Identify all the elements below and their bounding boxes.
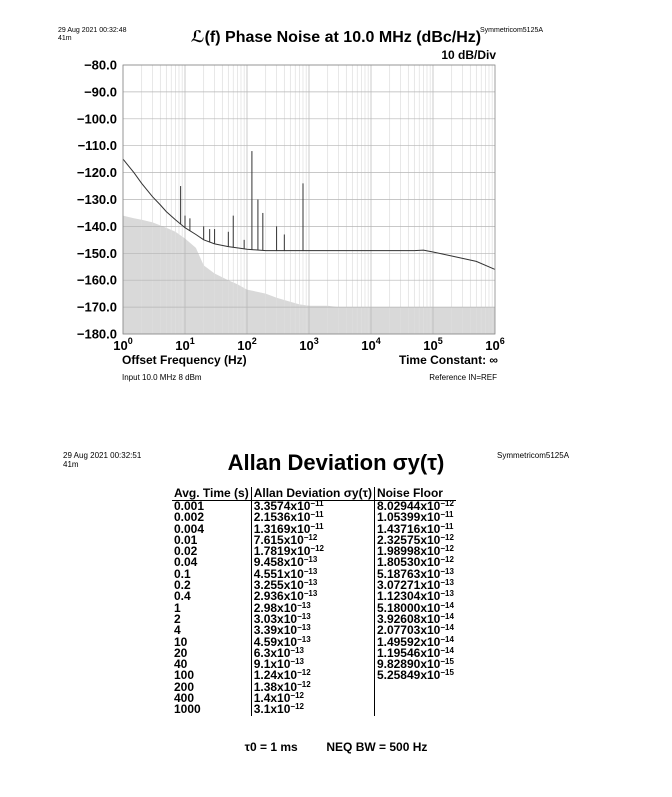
avg-time-cell: 2	[174, 611, 181, 626]
avg-time-cell: 100	[174, 668, 195, 683]
noise-floor-cell: $1.43716x10^{-11}$	[376, 521, 454, 536]
allan-deviation-cell: $1.7819x10^{-12}$	[251, 546, 374, 557]
noise-floor-cell	[374, 693, 455, 704]
x-tick-label: $10^3$	[299, 336, 319, 353]
allan-table-body	[172, 501, 456, 716]
avg-time-cell: 0.001	[174, 499, 205, 513]
y-tick-label: −80.0	[84, 57, 117, 73]
allan-deviation-cell: $1.3169x10^{-11}$	[251, 524, 374, 535]
avg-time-cell: 0.01	[174, 532, 198, 547]
col-allan-deviation: Allan Deviation σy(τ)	[251, 487, 374, 501]
allan-deviation-cell: $6.3x10^{-13}$	[251, 648, 374, 659]
avg-time-cell: 1000	[174, 702, 201, 717]
pn-title: ℒ(f) Phase Noise at 10.0 MHz (dBc/Hz)	[190, 29, 482, 46]
avg-time-cell: 0.2	[174, 578, 191, 593]
tau0-label: τ0 = 1 ms	[244, 740, 298, 754]
noise-floor-cell: $1.05399x10^{-11}$	[376, 510, 454, 525]
allan-deviation-cell: $4.59x10^{-13}$	[251, 637, 374, 648]
allan-deviation-cell: $3.39x10^{-13}$	[251, 625, 374, 636]
noise-floor-cell: $2.32575x10^{-12}$	[376, 532, 454, 547]
noise-floor-cell: $5.18000x10^{-14}$	[376, 600, 454, 615]
pn-timestamp-date: 29 Aug 2021 00:32:48	[58, 27, 127, 34]
y-tick-label: −100.0	[76, 111, 117, 127]
allan-deviation-cell: $7.615x10^{-12}$	[251, 535, 374, 546]
avg-time-cell: 4	[174, 623, 181, 638]
allan-deviation-cell: $1.24x10^{-12}$	[251, 670, 374, 681]
avg-time-cell: 0.04	[174, 555, 198, 570]
col-avg-time: Avg. Time (s)	[172, 487, 251, 501]
y-tick-label: −130.0	[76, 192, 117, 207]
avg-time-cell: 20	[174, 645, 188, 660]
avg-time-cell: 1	[174, 600, 181, 615]
allan-deviation-cell: $2.98x10^{-13}$	[251, 603, 374, 614]
noise-floor-cell	[374, 682, 455, 693]
pn-scale: 10 dB/Div	[441, 48, 496, 62]
ad-timestamp-elapsed: 41m	[63, 460, 79, 469]
allan-deviation-cell: $3.03x10^{-13}$	[251, 614, 374, 625]
allan-deviation-cell: $1.4x10^{-12}$	[251, 693, 374, 704]
x-tick-label: $10^0$	[113, 336, 133, 353]
pn-instrument: Symmetricom5125A	[480, 27, 544, 34]
col-noise-floor: Noise Floor	[374, 487, 455, 501]
neq-bw-label: NEQ BW = 500 Hz	[326, 740, 428, 754]
noise-floor-cell: $1.98998x10^{-12}$	[376, 544, 454, 559]
x-tick-label: $10^2$	[237, 336, 257, 353]
avg-time-cell: 0.4	[174, 589, 191, 604]
avg-time-cell: 0.002	[174, 510, 205, 525]
pn-timestamp-elapsed: 41m	[58, 35, 72, 42]
x-tick-label: $10^1$	[175, 336, 195, 353]
avg-time-cell: 10	[174, 634, 188, 649]
y-tick-label: −120.0	[76, 165, 117, 181]
noise-floor-cell: $1.12304x10^{-13}$	[376, 589, 454, 604]
y-tick-label: −180.0	[76, 326, 117, 342]
ad-footer	[0, 740, 672, 754]
grid-layer	[123, 65, 495, 334]
allan-deviation-cell: $3.255x10^{-13}$	[251, 580, 374, 591]
allan-deviation-cell: $3.1x10^{-12}$	[251, 704, 374, 715]
avg-time-cell: 0.1	[174, 566, 191, 581]
input-info: Input 10.0 MHz 8 dBm	[122, 373, 202, 382]
table-row	[172, 704, 456, 715]
noise-floor-cell: $8.02944x10^{-12}$	[376, 499, 454, 513]
x-tick-label: $10^4$	[361, 336, 381, 353]
noise-floor-cell: $3.07271x10^{-13}$	[376, 578, 454, 593]
y-tick-label: −110.0	[77, 138, 117, 154]
x-tick-label: $10^6$	[485, 336, 505, 353]
allan-table	[172, 487, 456, 716]
avg-time-cell: 40	[174, 657, 188, 672]
avg-time-cell: 400	[174, 691, 195, 706]
avg-time-cell: 0.004	[174, 521, 205, 536]
time-constant: Time Constant: ∞	[398, 353, 498, 367]
table-row	[172, 670, 456, 681]
allan-deviation-cell: $2.1536x10^{-11}$	[251, 512, 374, 523]
avg-time-cell: 200	[174, 679, 195, 694]
noise-floor-cell: $2.07703x10^{-14}$	[376, 623, 454, 638]
reference-info: Reference IN=REF	[429, 373, 497, 382]
noise-floor-cell: $1.19546x10^{-14}$	[376, 645, 454, 660]
ad-instrument: Symmetricom5125A	[497, 451, 570, 460]
noise-floor-cell: $1.80530x10^{-12}$	[376, 555, 454, 570]
allan-deviation-cell: $2.936x10^{-13}$	[251, 591, 374, 602]
x-axis-label: Offset Frequency (Hz)	[122, 353, 247, 367]
avg-time-cell: 0.02	[174, 544, 198, 559]
ad-title: Allan Deviation σy(τ)	[227, 450, 445, 475]
allan-deviation-cell: $3.3574x10^{-11}$	[251, 501, 374, 513]
noise-floor-cell: $1.49592x10^{-14}$	[376, 634, 454, 649]
ad-timestamp-date: 29 Aug 2021 00:32:51	[63, 451, 142, 460]
y-tick-label: −150.0	[76, 245, 117, 261]
y-tick-label: −90.0	[84, 84, 117, 100]
allan-table-wrap	[172, 487, 456, 716]
noise-floor-cell: $3.92608x10^{-14}$	[376, 611, 454, 626]
y-tick-label: −140.0	[76, 218, 117, 234]
y-tick-label: −160.0	[76, 272, 117, 288]
table-row	[172, 682, 456, 693]
noise-floor-cell: $9.82890x10^{-15}$	[376, 657, 454, 672]
allan-deviation-cell: $1.38x10^{-12}$	[251, 682, 374, 693]
allan-deviation-cell: $9.458x10^{-13}$	[251, 557, 374, 568]
noise-floor-cell	[374, 704, 455, 715]
noise-floor-cell: $5.25849x10^{-15}$	[376, 668, 454, 683]
x-tick-label: $10^5$	[423, 336, 443, 353]
noise-floor-cell: $5.18763x10^{-13}$	[376, 566, 454, 581]
allan-deviation-cell: $4.551x10^{-13}$	[251, 569, 374, 580]
allan-deviation-cell: $9.1x10^{-13}$	[251, 659, 374, 670]
table-row	[172, 693, 456, 704]
y-tick-label: −170.0	[76, 299, 117, 315]
